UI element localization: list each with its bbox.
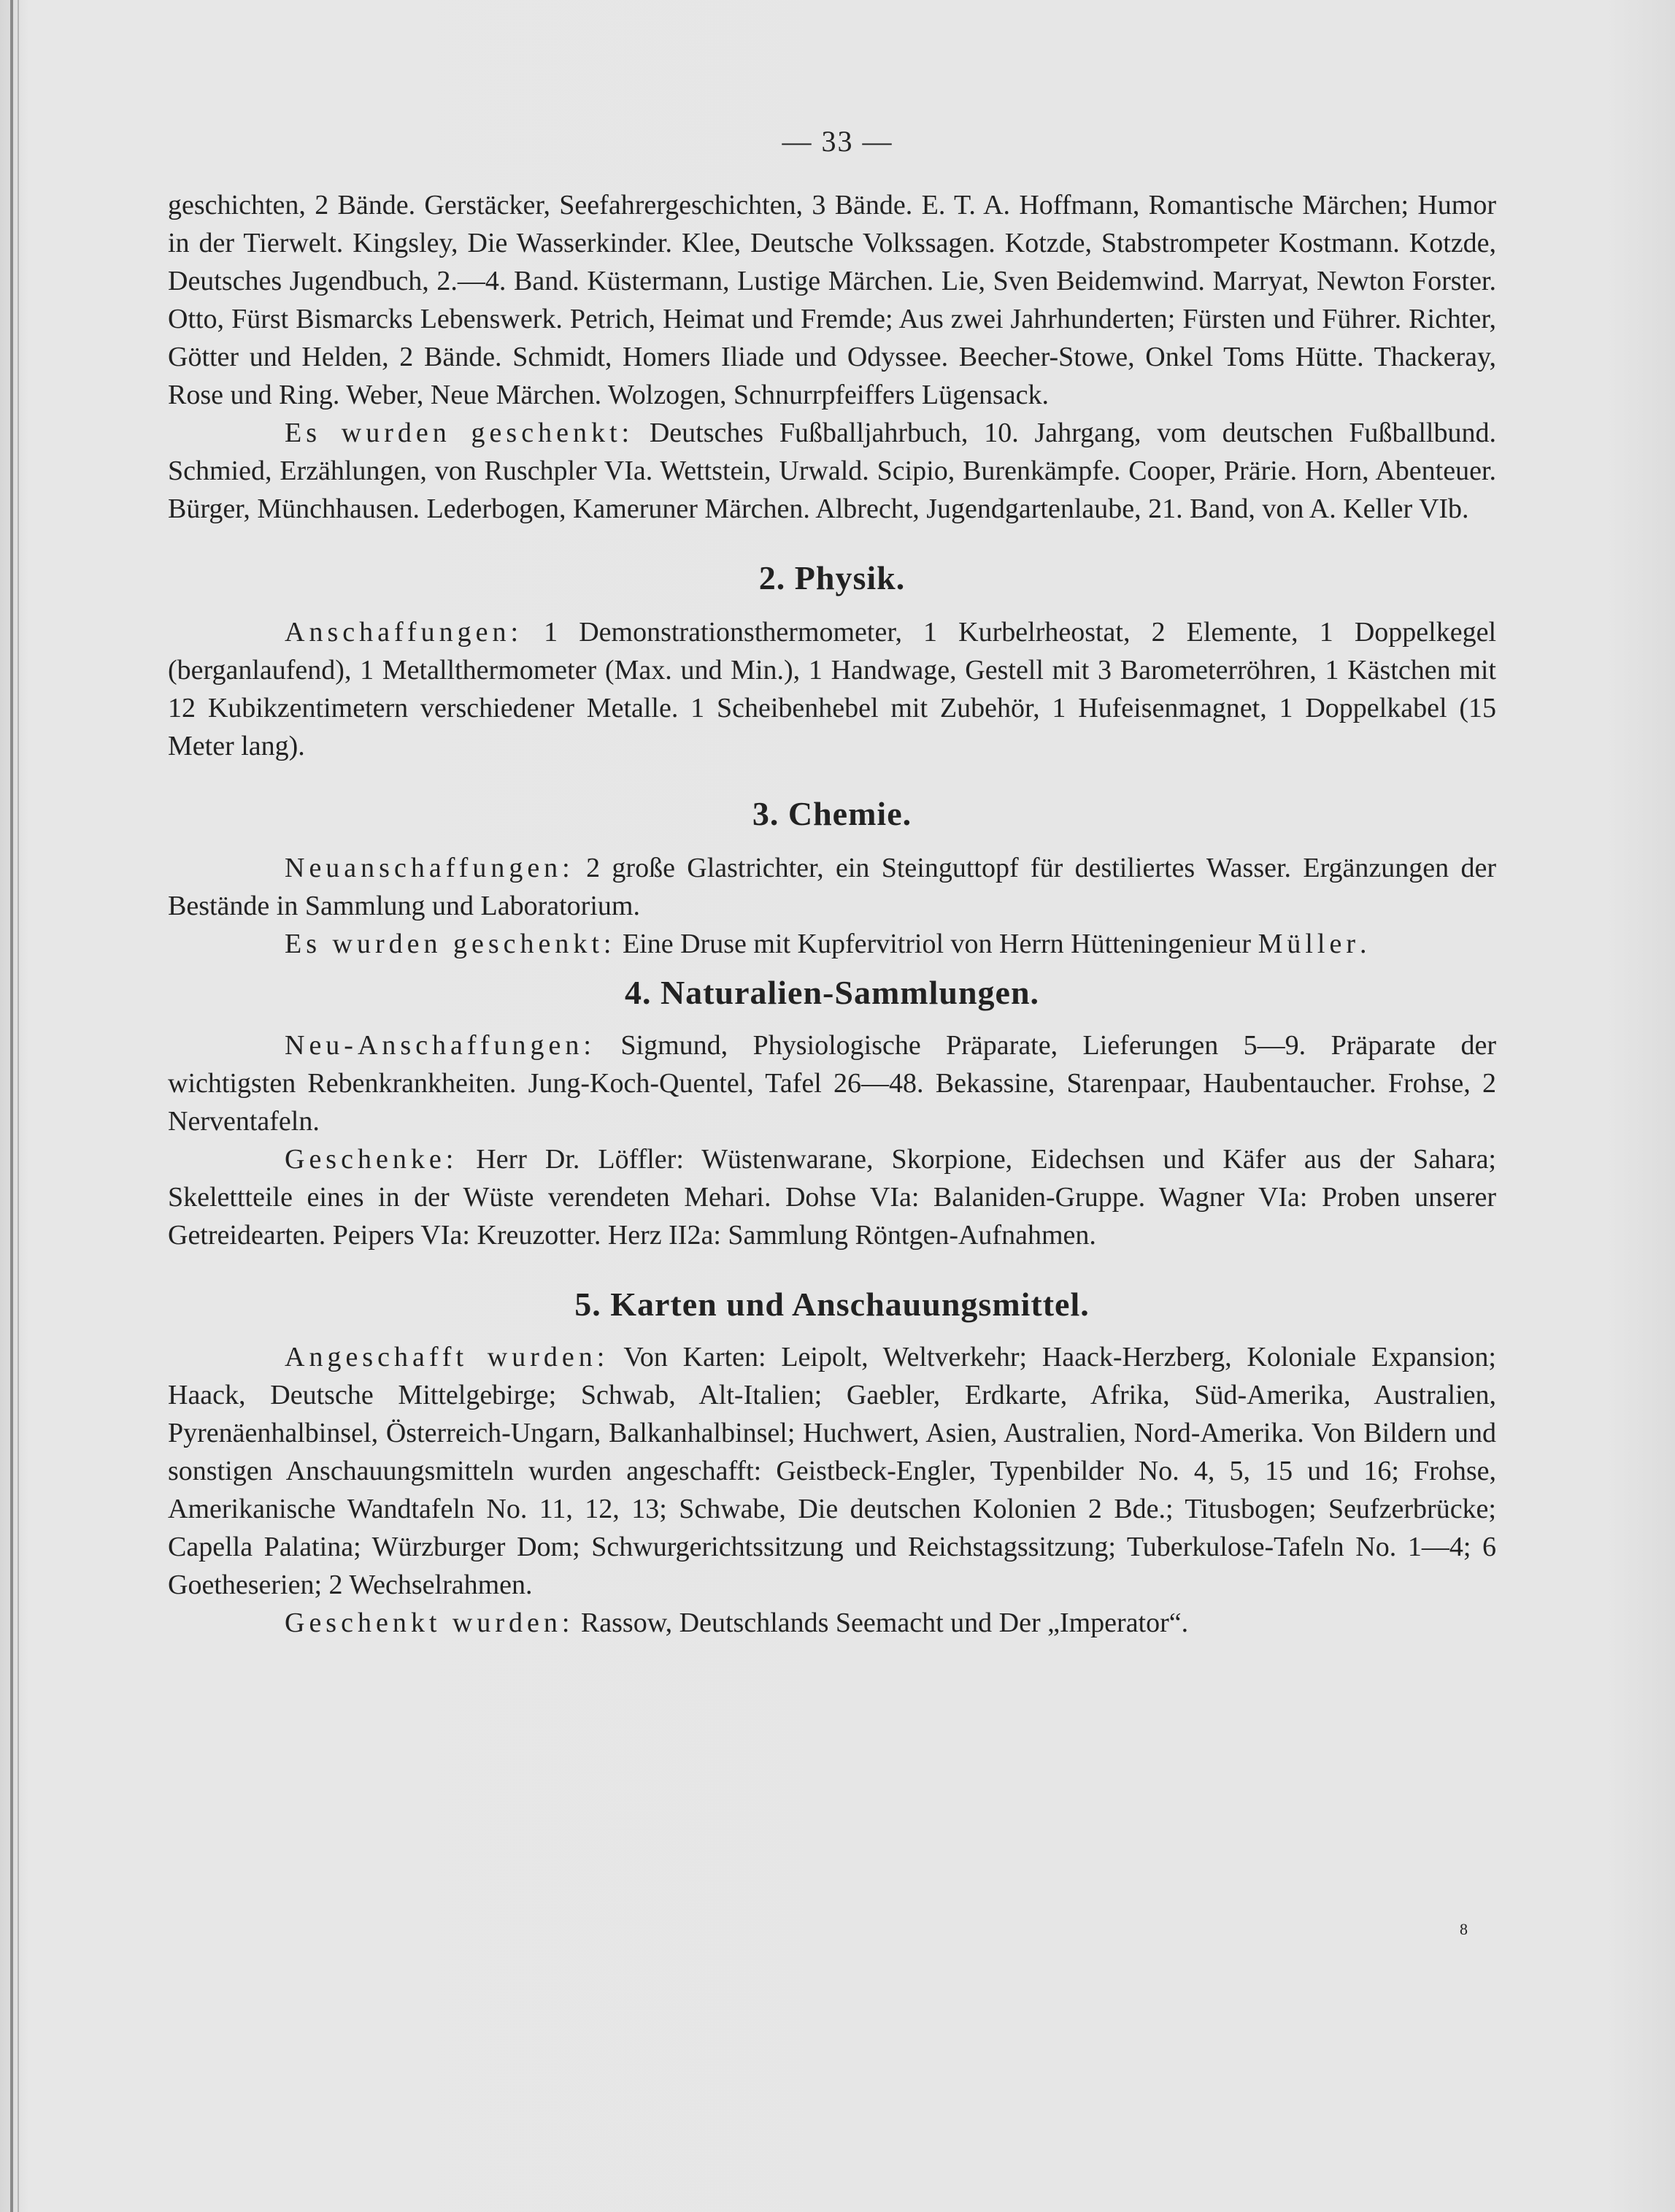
paragraph-text: Rassow, Deutschlands Seemacht und Der „Imperator“. [574, 1608, 1189, 1638]
spaced-lead: Anschaffungen: [285, 617, 523, 648]
spaced-lead: Es wurden geschenkt: [285, 929, 616, 959]
paragraph-text: Herr Dr. Löffler: Wüstenwarane, Skorpione, Eidechsen und Käfer aus der Sahara; Skelettteile eines in der Wüste verendeten Mehari. Dohse VIa: Balaniden-Gruppe. Wagner VIa: Proben unserer Getreidearten. Peipers VIa: Kreuzotter. Herz II2a: Sammlung Röntgen-Aufnahmen. [168, 1144, 1496, 1251]
paragraph-text: Von Karten: Leipolt, Weltverkehr; Haack-Herzberg, Koloniale Expansion; Haack, Deutsche Mittelgebirge; Schwab, Alt-Italien; Gaebler, Erdkarte, Afrika, Süd-Amerika, Australien, Pyrenäenhalbinsel, Österreich-Ungarn, Balkanhalbinsel; Huchwert, Asien, Australien, Nord-Amerika. Von Bildern und sonstigen Anschauungsmitteln wurden angeschafft: Geistbeck-Engler, Typenbilder No. 4, 5, 15 und 16; Frohse, Amerikanische Wandtafeln No. 11, 12, 13; Schwabe, Die deutschen Kolonien 2 Bde.; Titusbogen; Seufzerbrücke; Capella Palatina; Würzburger Dom; Schwurgerichtssitzung und Reichstagssitzung; Tuberkulose-Tafeln No. 1—4; 6 Goetheserien; 2 Wechselrahmen. [168, 1342, 1496, 1600]
heading-karten: 5. Karten und Anschauungsmittel. [574, 1286, 1090, 1323]
paragraph-chemie-donated [168, 925, 1496, 963]
paragraph-physik [168, 613, 1496, 765]
spaced-lead: Es wurden geschenkt: [285, 418, 634, 448]
heading-physik: 2. Physik. [758, 559, 906, 596]
spaced-lead: Neuanschaffungen: [285, 853, 574, 883]
paragraph-text: 2 große Glastrichter, ein Steinguttopf für destiliertes Wasser. Ergänzungen der Bestände in Sammlung und Laboratorium. [168, 853, 1496, 921]
spaced-lead: Neu-Anschaffungen: [285, 1030, 596, 1061]
donor-name: Müller [1258, 929, 1360, 959]
heading-chemie: 3. Chemie. [752, 795, 912, 832]
paragraph-text: Deutsches Fußballjahrbuch, 10. Jahrgang, vom deutschen Fußballbund. Schmied, Erzählungen, von Ruschpler VIa. Wettstein, Urwald. Scipio, Burenkämpfe. Cooper, Prärie. Horn, Abenteuer. Bürger, Münchhausen. Lederbogen, Kameruner Märchen. Albrecht, Jugendgartenlaube, 21. Band, von A. Keller VIb. [168, 418, 1496, 524]
spaced-lead: Geschenke: [285, 1144, 458, 1175]
paragraph-end: . [1360, 929, 1367, 959]
paragraph-book-list: geschichten, 2 Bände. Gerstäcker, Seefahrergeschichten, 3 Bände. E. T. A. Hoffmann, Romantische Märchen; Humor in der Tierwelt. Kingsley, Die Wasserkinder. Klee, Deutsche Volkssagen. Kotzde, Stabstrompeter Kostmann. Kotzde, Deutsches Jugendbuch, 2.—4. Band. Küstermann, Lustige Märchen. Lie, Sven Beidemwind. Marryat, Newton Forster. Otto, Fürst Bismarcks Lebenswerk. Petrich, Heimat und Fremde; Aus zwei Jahrhunderten; Fürsten und Führer. Richter, Götter und Helden, 2 Bände. Schmidt, Homers Iliade und Odyssee. Beecher-Stowe, Onkel Toms Hütte. Thackeray, Rose und Ring. Weber, Neue Märchen. Wolzogen, Schnurrpfeiffers Lügensack. [168, 190, 1496, 410]
paragraph-karten-acquired [168, 1338, 1496, 1604]
printer-signature-mark: 8 [1460, 1920, 1468, 1938]
page-number: — 33 — [782, 125, 893, 158]
page-content [168, 186, 1496, 1642]
paragraph-chemie-new [168, 849, 1496, 925]
heading-naturalien: 4. Naturalien-Sammlungen. [624, 974, 1040, 1011]
paragraph-text: Eine Druse mit Kupfervitriol von Herrn Hütteningenieur [615, 929, 1258, 959]
paragraph-text: 1 Demonstrationsthermometer, 1 Kurbelrheostat, 2 Elemente, 1 Doppelkegel (berganlaufend), 1 Metallthermometer (Max. und Min.), 1 Handwage, Gestell mit 3 Barometerröhren, 1 Kästchen mit 12 Kubikzentimetern verschiedener Metalle. 1 Scheibenhebel mit Zubehör, 1 Hufeisenmagnet, 1 Doppelkabel (15 Meter lang). [168, 617, 1496, 761]
binding-edge [10, 0, 13, 2212]
binding-edge-shadow [18, 0, 19, 2212]
paragraph-naturalien-gifts [168, 1140, 1496, 1254]
paragraph-donated-books [168, 414, 1496, 528]
spaced-lead: Angeschafft wurden: [285, 1342, 609, 1372]
spaced-lead: Geschenkt wurden: [285, 1608, 574, 1638]
paragraph-text: Sigmund, Physiologische Präparate, Lieferungen 5—9. Präparate der wichtigsten Rebenkrankheiten. Jung-Koch-Quentel, Tafel 26—48. Bekassine, Starenpaar, Haubentaucher. Frohse, 2 Nerventafeln. [168, 1030, 1496, 1137]
paragraph-naturalien-new [168, 1026, 1496, 1140]
paragraph-karten-gifted [168, 1604, 1496, 1642]
